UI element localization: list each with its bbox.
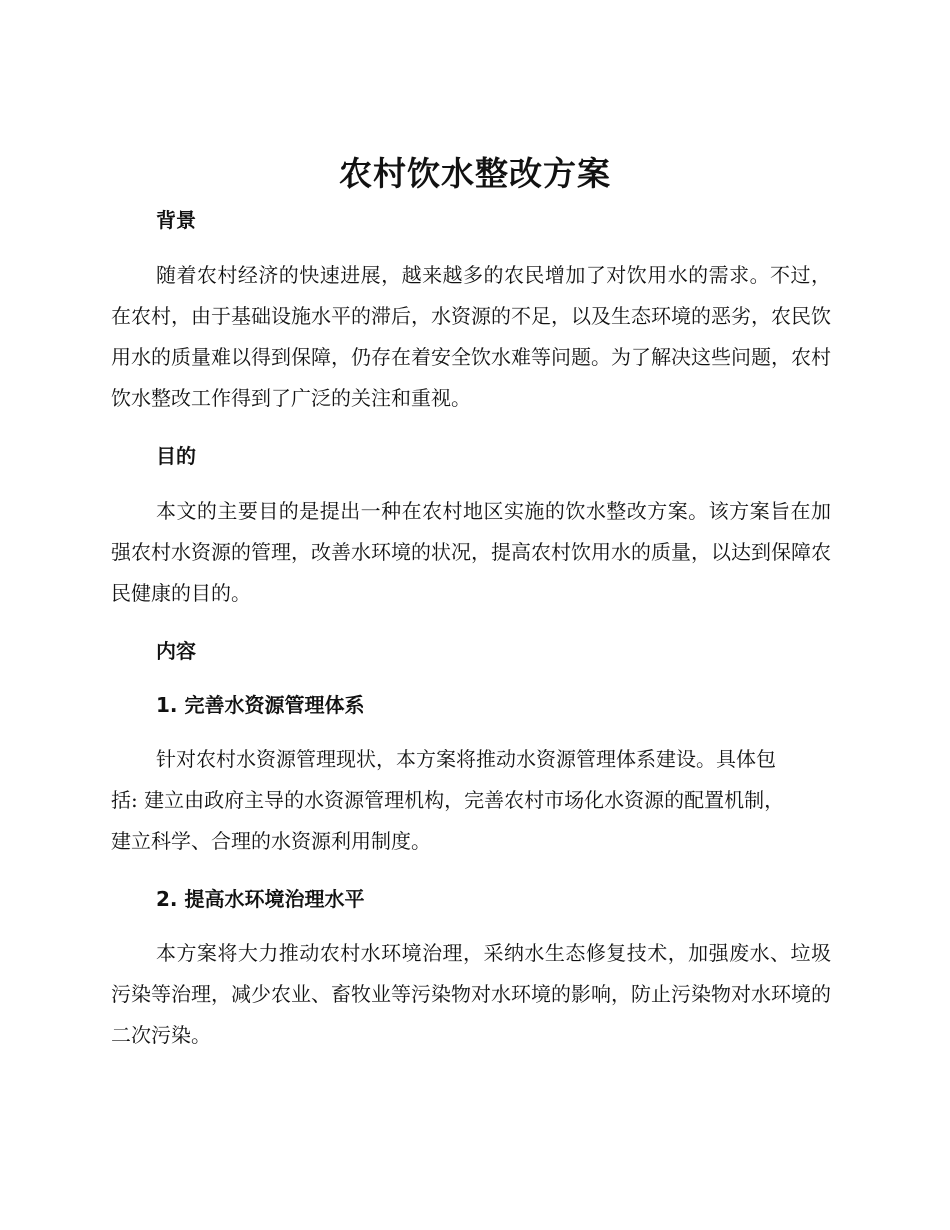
subsection-heading-water-environment: 2. 提高水环境治理水平 (156, 887, 365, 911)
section-heading-content: 内容 (156, 639, 196, 663)
section-paragraph-background: 随着农村经济的快速进展，越来越多的农民增加了对饮用水的需求。不过，在农村，由于基础设施水平的滞后，水资源的不足，以及生态环境的恶劣，农民饮用水的质量难以得到保障，仍存在着安全饮水难等问题。为了解决这些问题，农村饮水整改工作得到了广泛的关注和重视。 (111, 263, 831, 410)
subsection-paragraph-water-environment: 本方案将大力推动农村水环境治理，采纳水生态修复技术，加强废水、垃圾污染等治理，减少农业、畜牧业等污染物对水环境的影响，防止污染物对水环境的二次污染。 (111, 941, 831, 1047)
document-title: 农村饮水整改方案 (339, 154, 611, 193)
subsection-heading-water-management: 1. 完善水资源管理体系 (156, 693, 365, 717)
section-paragraph-purpose: 本文的主要目的是提出一种在农村地区实施的饮水整改方案。该方案旨在加强农村水资源的管理，改善水环境的状况，提高农村饮用水的质量，以达到保障农民健康的目的。 (111, 499, 831, 605)
section-heading-background: 背景 (156, 208, 196, 232)
section-heading-purpose: 目的 (156, 444, 196, 468)
subsection-paragraph-water-management: 针对农村水资源管理现状，本方案将推动水资源管理体系建设。具体包括: 建立由政府主导的水资源管理机构，完善农村市场化水资源的配置机制，建立科学、合理的水资源利用制度。 (111, 747, 785, 853)
